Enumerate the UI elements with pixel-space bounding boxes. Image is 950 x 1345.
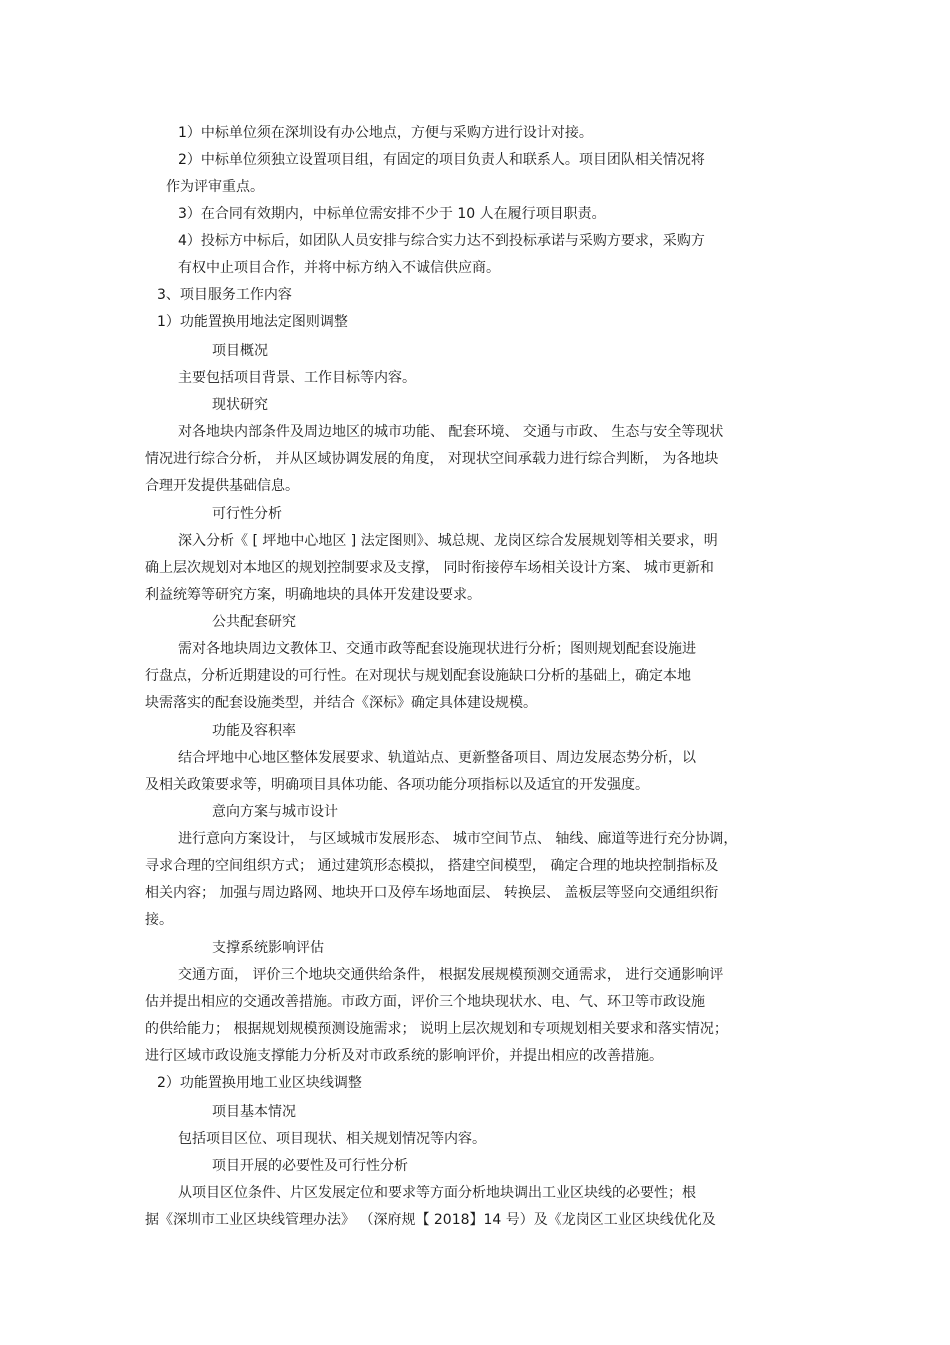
text-line: 深入分析《 [ 坪地中心地区 ] 法定图则》、城总规、龙岗区综合发展规划等相关要求，明 [178,533,718,549]
text-line: 块需落实的配套设施类型，并结合《深标》确定具体建设规模。 [145,695,537,711]
text-line: 有权中止项目合作，并将中标方纳入不诚信供应商。 [178,260,500,276]
item-heading: 可行性分析 [212,506,282,522]
item-heading: 意向方案与城市设计 [212,804,338,820]
text-line: 主要包括项目背景、工作目标等内容。 [178,370,416,386]
text-line: 行盘点，分析近期建设的可行性。在对现状与规划配套设施缺口分析的基础上，确定本地 [145,668,691,684]
text-line: 进行区域市政设施支撑能力分析及对市政系统的影响评价，并提出相应的改善措施。 [145,1048,663,1064]
text-line: 寻求合理的空间组织方式； 通过建筑形态模拟， 搭建空间模型， 确定合理的地块控制指标及 [145,858,719,874]
text-line: 交通方面， 评价三个地块交通供给条件， 根据发展规模预测交通需求， 进行交通影响评 [178,967,724,983]
text-line: 从项目区位条件、片区发展定位和要求等方面分析地块调出工业区块线的必要性；根 [178,1185,696,1201]
text-line: 利益统筹等研究方案，明确地块的具体开发建设要求。 [145,587,481,603]
item-heading: 支撑系统影响评估 [212,940,324,956]
text-line: 及相关政策要求等，明确项目具体功能、各项功能分项指标以及适宜的开发强度。 [145,777,649,793]
text-line: 包括项目区位、项目现状、相关规划情况等内容。 [178,1131,486,1147]
text-line: 作为评审重点。 [166,179,264,195]
subsection-heading: 2）功能置换用地工业区块线调整 [157,1075,362,1091]
text-line: 据《深圳市工业区块线管理办法》 （深府规【 2018】14 号）及《龙岗区工业区块线优化及 [145,1212,716,1228]
subsection-heading: 1）功能置换用地法定图则调整 [157,314,348,330]
text-line: 3）在合同有效期内，中标单位需安排不少于 10 人在履行项目职责。 [178,206,606,222]
text-line: 情况进行综合分析， 并从区域协调发展的角度， 对现状空间承载力进行综合判断， 为各地块 [145,451,719,467]
text-line: 合理开发提供基础信息。 [145,478,299,494]
text-line: 2）中标单位须独立设置项目组，有固定的项目负责人和联系人。项目团队相关情况将 [178,152,705,168]
item-heading: 项目开展的必要性及可行性分析 [212,1158,408,1174]
text-line: 对各地块内部条件及周边地区的城市功能、 配套环境、 交通与市政、 生态与安全等现状 [178,424,724,440]
text-line: 结合坪地中心地区整体发展要求、轨道站点、更新整备项目、周边发展态势分析，以 [178,750,696,766]
text-line: 需对各地块周边文教体卫、交通市政等配套设施现状进行分析；图则规划配套设施进 [178,641,696,657]
item-heading: 项目基本情况 [212,1104,296,1120]
text-line: 进行意向方案设计， 与区域城市发展形态、 城市空间节点、 轴线、廊道等进行充分协调， [178,831,738,847]
text-line: 相关内容； 加强与周边路网、地块开口及停车场地面层、 转换层、 盖板层等竖向交通组织衔 [145,885,719,901]
text-line: 1）中标单位须在深圳设有办公地点，方便与采购方进行设计对接。 [178,125,593,141]
text-line: 的供给能力； 根据规划规模预测设施需求； 说明上层次规划和专项规划相关要求和落实情况； [145,1021,728,1037]
text-line: 确上层次规划对本地区的规划控制要求及支撑， 同时衔接停车场相关设计方案、 城市更新和 [145,560,714,576]
text-line: 接。 [145,912,173,928]
item-heading: 功能及容积率 [212,723,296,739]
section-heading: 3、项目服务工作内容 [157,287,292,303]
text-line: 估并提出相应的交通改善措施。市政方面，评价三个地块现状水、电、气、环卫等市政设施 [145,994,705,1010]
text-line: 4）投标方中标后，如团队人员安排与综合实力达不到投标承诺与采购方要求，采购方 [178,233,705,249]
item-heading: 现状研究 [212,397,268,413]
item-heading: 公共配套研究 [212,614,296,630]
item-heading: 项目概况 [212,343,268,359]
